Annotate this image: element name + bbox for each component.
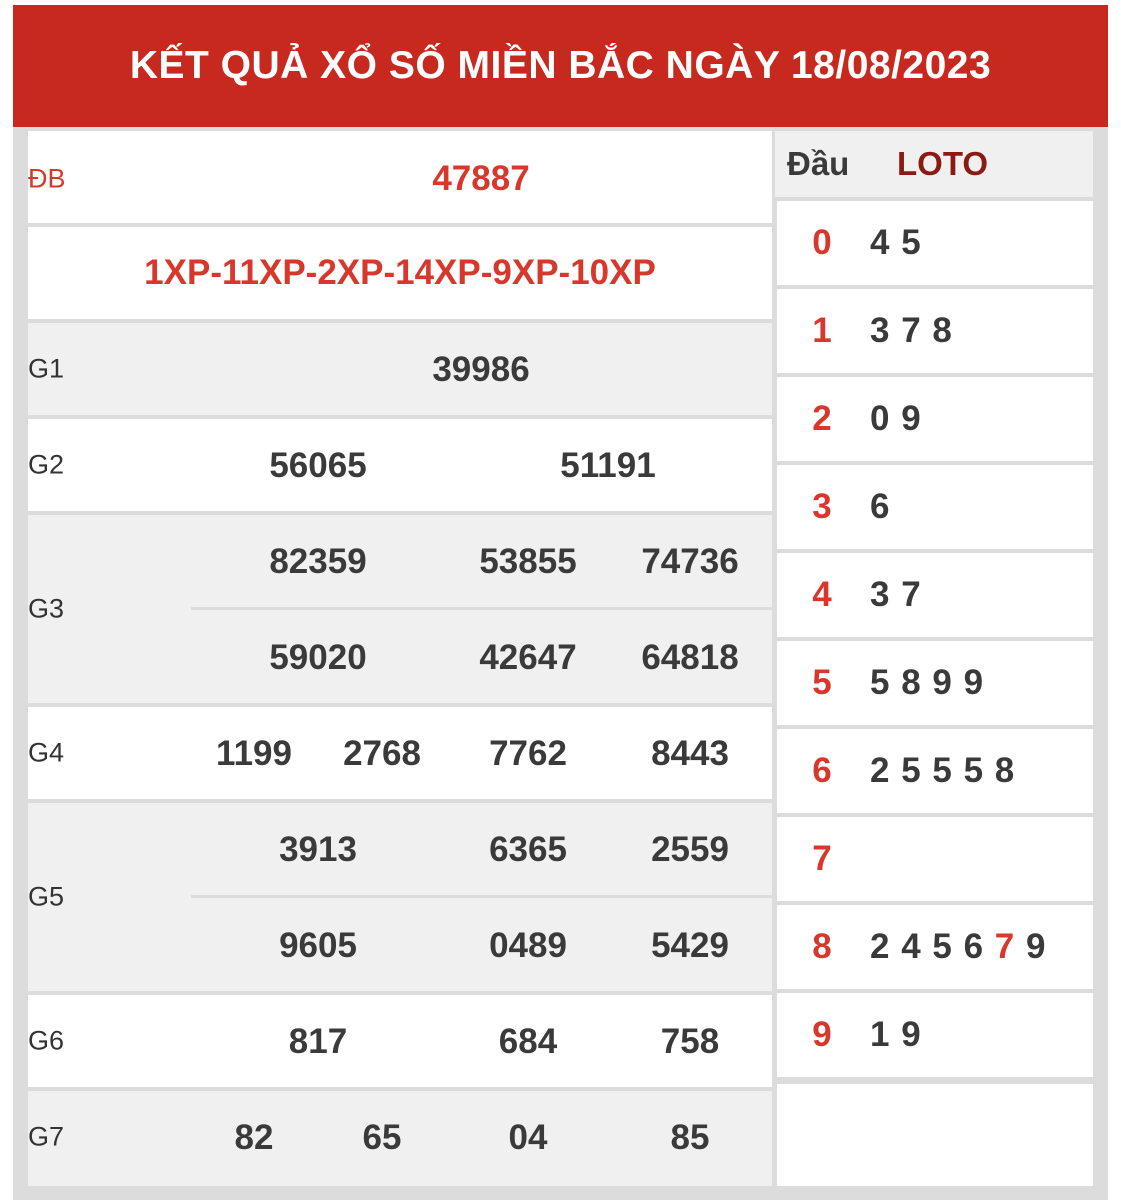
loto-row (777, 993, 1093, 1077)
loto-tails: 6 (870, 487, 891, 526)
g2-label: G2 (28, 449, 65, 480)
loto-head-digit: 2 (812, 399, 832, 438)
loto-tails: 1 9 (870, 1015, 922, 1054)
g3-divider (191, 607, 772, 610)
g5-label: G5 (28, 881, 65, 912)
loto-row (777, 553, 1093, 637)
special-prize-row (28, 131, 772, 223)
loto-head-digit: 8 (812, 927, 832, 966)
g5-value: 5429 (651, 926, 729, 965)
g5-value: 3913 (279, 830, 357, 869)
g6-value: 684 (498, 1022, 558, 1061)
loto-row (777, 905, 1093, 989)
g2-value: 51191 (560, 446, 656, 485)
loto-head-digit: 1 (812, 311, 832, 350)
g6-label: G6 (28, 1025, 65, 1056)
loto-head-digit: 7 (812, 839, 832, 878)
codes-value: 1XP-11XP-2XP-14XP-9XP-10XP (144, 253, 656, 292)
g3-value: 74736 (641, 542, 739, 581)
g5-value: 9605 (279, 926, 357, 965)
loto-tails: 3 7 (870, 575, 922, 614)
loto-row (777, 729, 1093, 813)
g2-value: 56065 (269, 446, 367, 485)
g3-row (28, 515, 772, 703)
loto-row (777, 201, 1093, 285)
loto-head-digit: 6 (812, 751, 832, 790)
g3-value: 64818 (641, 638, 739, 677)
loto-label: LOTO (897, 145, 989, 182)
g1-row (28, 323, 772, 415)
g5-value: 6365 (489, 830, 567, 869)
loto-row (777, 817, 1093, 901)
g6-value: 758 (660, 1022, 720, 1061)
g4-label: G4 (28, 737, 65, 768)
g5-value: 0489 (489, 926, 567, 965)
special-prize-label: ĐB (28, 163, 66, 194)
loto-tails: 0 9 (870, 399, 922, 438)
loto-head-digit: 9 (812, 1015, 832, 1054)
loto-row (777, 289, 1093, 373)
g7-value: 85 (670, 1118, 710, 1157)
g7-row (28, 1091, 772, 1186)
loto-tails (870, 927, 1046, 967)
g1-value: 39986 (432, 350, 530, 389)
page-title: KẾT QUẢ XỔ SỐ MIỀN BẮC NGÀY 18/08/2023 (129, 44, 992, 87)
g3-value: 82359 (269, 542, 367, 581)
g3-value: 42647 (479, 638, 577, 677)
codes-row (28, 227, 772, 319)
loto-tails-part: 9 (1025, 927, 1047, 966)
g7-value: 04 (508, 1118, 548, 1157)
g4-value: 7762 (489, 734, 567, 773)
loto-tails-part: 2 4 5 6 (870, 927, 985, 966)
loto-head-digit: 0 (812, 223, 832, 262)
loto-header (775, 131, 1093, 197)
g5-divider (191, 895, 772, 898)
loto-head-digit: 5 (812, 663, 832, 702)
loto-row (777, 465, 1093, 549)
loto-empty-cell (777, 1084, 1093, 1186)
g7-value: 82 (234, 1118, 274, 1157)
special-prize-value: 47887 (432, 159, 530, 198)
loto-tails: 5 8 9 9 (870, 663, 985, 702)
g6-row (28, 995, 772, 1087)
g6-value: 817 (288, 1022, 348, 1061)
g1-label: G1 (28, 353, 65, 384)
g4-value: 8443 (651, 734, 729, 773)
loto-tails: 2 5 5 5 8 (870, 751, 1016, 790)
loto-head-label: Đầu (787, 145, 850, 182)
loto-row (777, 641, 1093, 725)
g2-row (28, 419, 772, 511)
g7-label: G7 (28, 1121, 65, 1152)
g7-value: 65 (362, 1118, 402, 1157)
g3-value: 59020 (269, 638, 367, 677)
loto-head-digit: 3 (812, 487, 832, 526)
g5-value: 2559 (651, 830, 729, 869)
g4-row (28, 707, 772, 799)
loto-tails: 4 5 (870, 223, 922, 262)
g3-value: 53855 (479, 542, 577, 581)
g4-value: 1199 (216, 734, 292, 773)
loto-head-digit: 4 (812, 575, 832, 614)
g5-row (28, 803, 772, 991)
g4-value: 2768 (343, 734, 421, 773)
loto-row (777, 377, 1093, 461)
loto-tails: 3 7 8 (870, 311, 953, 350)
loto-tail-highlight: 7 (994, 927, 1016, 966)
g3-label: G3 (28, 593, 65, 624)
header-bar (13, 5, 1108, 127)
